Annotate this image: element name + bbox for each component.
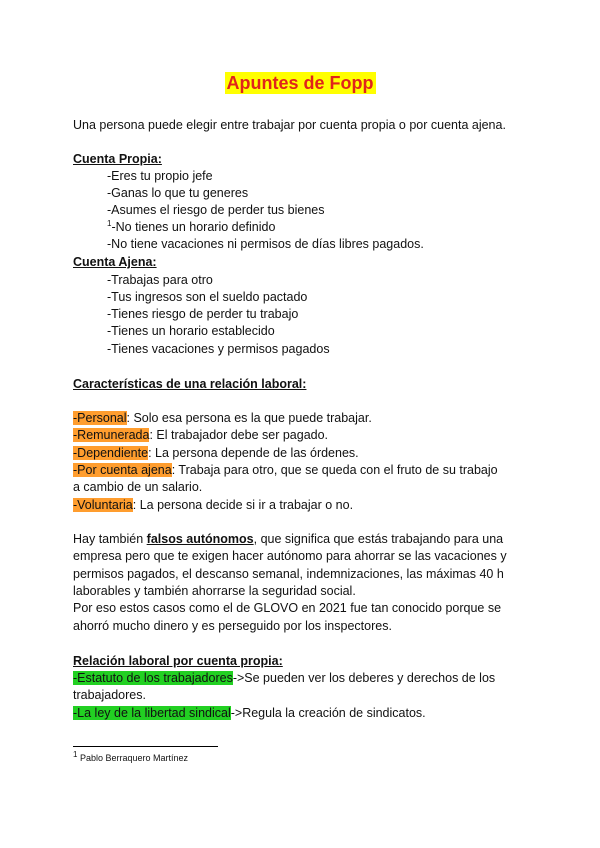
caracteristica-item: -Dependiente: La persona depende de las órdenes. bbox=[73, 446, 359, 460]
cuenta-ajena-item: -Tus ingresos son el sueldo pactado bbox=[107, 290, 308, 304]
falsos-paragraph-line: ahorró mucho dinero y es perseguido por los inspectores. bbox=[73, 619, 392, 633]
cuenta-propia-item: -Asumes el riesgo de perder tus bienes bbox=[107, 203, 325, 217]
caracteristicas-heading: Características de una relación laboral: bbox=[73, 377, 307, 391]
cuenta-propia-item: -Ganas lo que tu generes bbox=[107, 186, 249, 200]
footnote-marker: 1 bbox=[107, 218, 112, 228]
page-title: Apuntes de Fopp bbox=[226, 73, 374, 93]
relacion-propia-heading: Relación laboral por cuenta propia: bbox=[73, 654, 283, 668]
caracteristica-item: -Voluntaria: La persona decide si ir a trabajar o no. bbox=[73, 498, 354, 512]
caracteristica-term: -Voluntaria bbox=[73, 498, 133, 512]
cuenta-ajena-heading: Cuenta Ajena: bbox=[73, 255, 157, 269]
intro-text: Una persona puede elegir entre trabajar por cuenta propia o por cuenta ajena. bbox=[73, 118, 506, 132]
caracteristica-term: -Dependiente bbox=[73, 446, 149, 460]
cuenta-ajena-item: -Trabajas para otro bbox=[107, 273, 213, 287]
cuenta-ajena-item: -Tienes vacaciones y permisos pagados bbox=[107, 342, 330, 356]
falsos-paragraph-line: Hay también falsos autónomos, que significa que estás trabajando para una bbox=[73, 532, 504, 546]
relacion-item-continuation: trabajadores. bbox=[73, 688, 146, 702]
relacion-item: -La ley de la libertad sindical->Regula la creación de sindicatos. bbox=[73, 706, 426, 720]
caracteristica-item: -Remunerada: El trabajador debe ser pagado. bbox=[73, 428, 329, 442]
footnote-number: 1 bbox=[73, 750, 78, 759]
cuenta-propia-heading: Cuenta Propia: bbox=[73, 152, 162, 166]
cuenta-propia-item: -Eres tu propio jefe bbox=[107, 169, 213, 183]
footnote-separator bbox=[73, 746, 218, 747]
falsos-paragraph-line: permisos pagados, el descanso semanal, indemnizaciones, las máximas 40 h bbox=[73, 567, 504, 581]
relacion-item: -Estatuto de los trabajadores->Se pueden ver los deberes y derechos de los bbox=[73, 671, 496, 685]
cuenta-ajena-item: -Tienes un horario establecido bbox=[107, 324, 275, 338]
falsos-paragraph-line: laborables y también ahorrarse la seguridad social. bbox=[73, 584, 356, 598]
relacion-term: -La ley de la libertad sindical bbox=[73, 706, 231, 720]
caracteristica-term: -Personal bbox=[73, 411, 127, 425]
relacion-term: -Estatuto de los trabajadores bbox=[73, 671, 233, 685]
falsos-autonomos-term: falsos autónomos bbox=[146, 532, 254, 546]
title-block bbox=[0, 72, 600, 94]
caracteristica-item: -Por cuenta ajena: Trabaja para otro, que se queda con el fruto de su trabajo bbox=[73, 463, 498, 477]
caracteristica-item-continuation: a cambio de un salario. bbox=[73, 480, 203, 494]
caracteristica-item: -Personal: Solo esa persona es la que puede trabajar. bbox=[73, 411, 372, 425]
falsos-paragraph-line: Por eso estos casos como el de GLOVO en 2021 fue tan conocido porque se bbox=[73, 601, 502, 615]
cuenta-ajena-item: -Tienes riesgo de perder tu trabajo bbox=[107, 307, 299, 321]
caracteristica-term: -Remunerada bbox=[73, 428, 150, 442]
cuenta-propia-item: -No tiene vacaciones ni permisos de días libres pagados. bbox=[107, 237, 424, 251]
caracteristica-term: -Por cuenta ajena bbox=[73, 463, 172, 477]
cuenta-propia-item: $^1$-No tienes un horario definido bbox=[107, 218, 276, 234]
falsos-paragraph-line: empresa pero que te exigen hacer autónomo para ahorrar se las vacaciones y bbox=[73, 549, 507, 563]
footnote: 1 Pablo Berraquero Martínez bbox=[73, 750, 189, 763]
